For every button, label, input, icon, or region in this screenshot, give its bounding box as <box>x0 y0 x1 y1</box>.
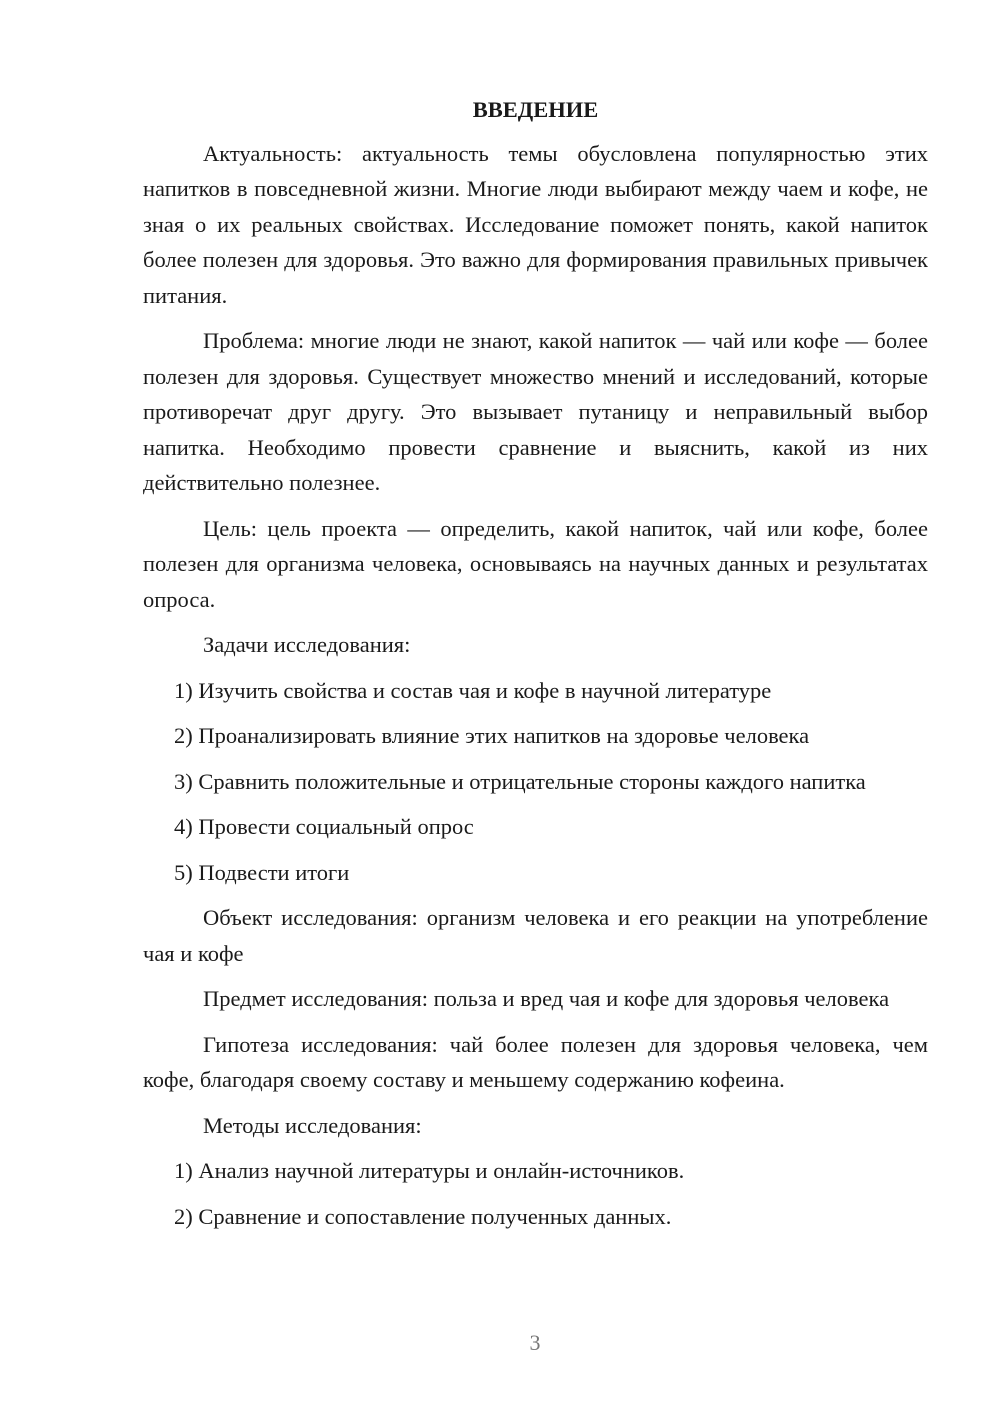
method-item: 1) Анализ научной литературы и онлайн-источников. <box>174 1158 685 1183</box>
task-item: 3) Сравнить положительные и отрицательные стороны каждого напитка <box>174 768 866 794</box>
subject-paragraph: Предмет исследования: польза и вред чая и кофе для здоровья человека <box>203 986 890 1011</box>
task-item: 1) Изучить свойства и состав чая и кофе в научной литературе <box>174 677 772 703</box>
method-item: 2) Сравнение и сопоставление полученных данных. <box>174 1203 672 1229</box>
goal-paragraph: Цель: цель проекта — определить, какой напиток, чай или кофе, более полезен для организма человека, основываясь на научных данных и результатах опроса. <box>143 515 928 612</box>
task-item: 5) Подвести итоги <box>174 859 350 885</box>
relevance-paragraph: Актуальность: актуальность темы обусловлена популярностью этих напитков в повседневной жизни. Многие люди выбирают между чаем и кофе, не зная о их реальных свойствах. Исследование поможет понять, какой напиток более полезен для здоровья. Это важно для формирования правильных привычек питания. <box>143 140 928 308</box>
methods-heading: Методы исследования: <box>203 1112 422 1138</box>
problem-paragraph: Проблема: многие люди не знают, какой напиток — чай или кофе — более полезен для здоровья. Существует множество мнений и исследований, которые противоречат друг другу. Это вызывает путаницу и неправильный выбор напитка. Необходимо провести сравнение и выяснить, какой из них действительно полезнее. <box>143 328 928 495</box>
task-item: 2) Проанализировать влияние этих напитков на здоровье человека <box>174 723 810 748</box>
page-content <box>143 92 928 1244</box>
object-paragraph: Объект исследования: организм человека и его реакции на употребление чая и кофе <box>143 905 928 966</box>
hypothesis-paragraph: Гипотеза исследования: чай более полезен для здоровья человека, чем кофе, благодаря своему составу и меньшему содержанию кофеина. <box>143 1031 928 1092</box>
tasks-heading: Задачи исследования: <box>203 632 411 657</box>
page-title: ВВЕДЕНИЕ <box>472 97 599 122</box>
task-item: 4) Провести социальный опрос <box>174 814 474 839</box>
page-number: 3 <box>529 1330 541 1355</box>
